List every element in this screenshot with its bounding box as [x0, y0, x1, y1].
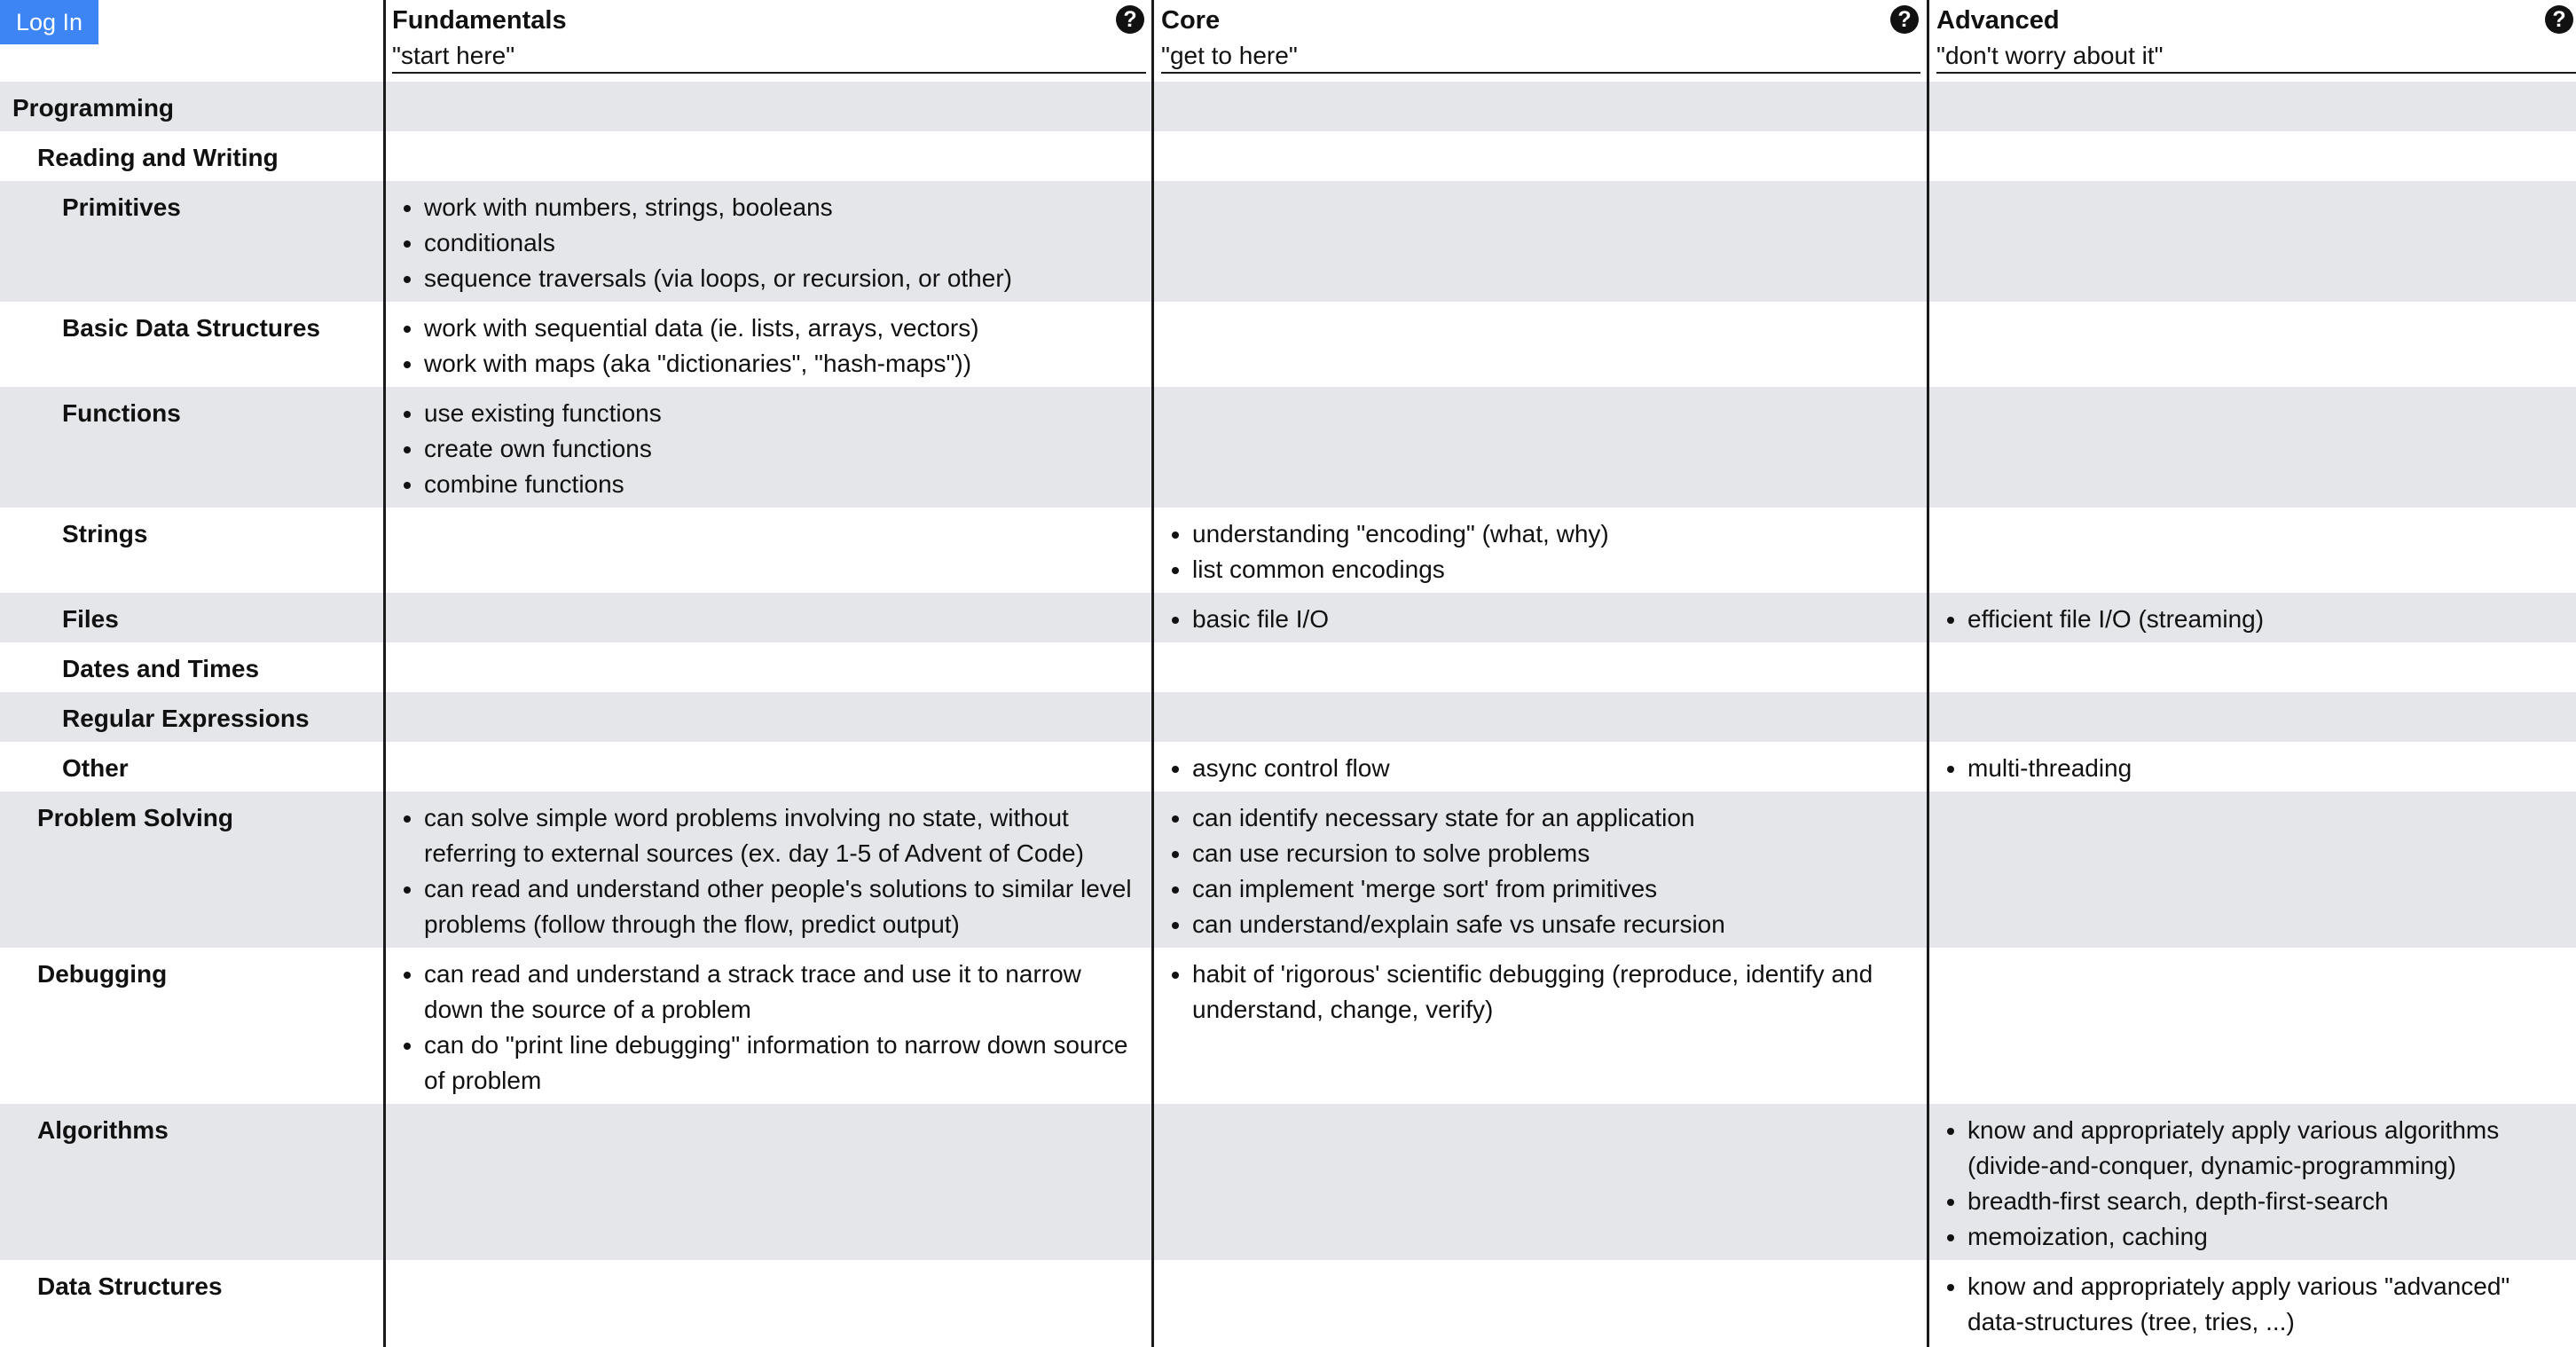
level-title: Fundamentals [392, 6, 567, 35]
table-row [0, 742, 2576, 792]
table-row [0, 508, 2576, 593]
skill-list [1166, 957, 1920, 1028]
table-row [0, 948, 2576, 1104]
level-tagline: "don't worry about it" [1936, 42, 2164, 69]
skill-cell-core [1166, 602, 1920, 637]
row-label: Programming [12, 94, 175, 122]
skill-list [397, 311, 1134, 382]
skill-cell-fundamentals [397, 957, 1134, 1099]
level-header-fundamentals [392, 0, 1146, 75]
question-circle-icon[interactable]: ? [1116, 5, 1144, 34]
skill-cell-fundamentals [397, 190, 1134, 296]
list-item: • create own functions [424, 431, 1134, 467]
skill-list [1166, 800, 1920, 942]
header-divider [1936, 72, 2576, 74]
skill-list [1941, 1113, 2562, 1255]
list-item: • can implement 'merge sort' from primitives [1192, 871, 1920, 907]
row-label: Debugging [37, 960, 168, 988]
skill-list [1941, 1269, 2562, 1340]
skill-cell-core [1166, 516, 1920, 587]
row-label: Algorithms [37, 1116, 169, 1144]
level-title: Core [1161, 6, 1221, 35]
list-item: • habit of 'rigorous' scientific debugging (reproduce, identify and understand, change, verify) [1192, 957, 1920, 1028]
skill-cell-fundamentals [397, 800, 1134, 942]
skill-cell-advanced [1941, 751, 2562, 786]
list-item: • work with maps (aka "dictionaries", "hash-maps")) [424, 346, 1134, 382]
list-item: • multi-threading [1967, 751, 2562, 786]
table-row [0, 1260, 2576, 1345]
row-label: Basic Data Structures [62, 314, 321, 342]
list-item: • can understand/explain safe vs unsafe recursion [1192, 907, 1920, 942]
skill-cell-advanced [1941, 602, 2562, 637]
skill-list [1941, 751, 2562, 786]
list-item: • async control flow [1192, 751, 1920, 786]
list-item: • breadth-first search, depth-first-search [1967, 1184, 2562, 1219]
table-row [0, 692, 2576, 742]
row-label: Dates and Times [62, 655, 260, 682]
question-circle-icon[interactable]: ? [2545, 5, 2573, 34]
table-row [0, 82, 2576, 131]
list-item: • conditionals [424, 225, 1134, 261]
header-divider [1161, 72, 1920, 74]
table-row [0, 387, 2576, 508]
table-row [0, 642, 2576, 692]
header-divider [392, 72, 1146, 74]
list-item: • can use recursion to solve problems [1192, 836, 1920, 871]
skill-list [397, 957, 1134, 1099]
list-item: • use existing functions [424, 396, 1134, 431]
row-label: Other [62, 754, 129, 782]
list-item: • know and appropriately apply various "advanced" data-structures (tree, tries, ...) [1967, 1269, 2562, 1340]
level-header-advanced [1936, 0, 2576, 75]
list-item: • can read and understand a strack trace and use it to narrow down the source of a problem [424, 957, 1134, 1028]
list-item: • list common encodings [1192, 552, 1920, 587]
row-label: Reading and Writing [37, 144, 279, 171]
list-item: • combine functions [424, 467, 1134, 502]
skill-list [1166, 602, 1920, 637]
level-title: Advanced [1936, 6, 2060, 35]
skill-cell-advanced [1941, 1113, 2562, 1255]
skill-list [397, 190, 1134, 296]
list-item: • basic file I/O [1192, 602, 1920, 637]
list-item: • efficient file I/O (streaming) [1967, 602, 2562, 637]
row-label: Primitives [62, 193, 181, 221]
table-row [0, 593, 2576, 642]
row-label: Files [62, 605, 119, 633]
skill-list [397, 800, 1134, 942]
table-row [0, 181, 2576, 302]
list-item: • understanding "encoding" (what, why) [1192, 516, 1920, 552]
skill-list [397, 396, 1134, 502]
table-row [0, 131, 2576, 181]
list-item: • can do "print line debugging" information to narrow down source of problem [424, 1028, 1134, 1099]
question-circle-icon[interactable]: ? [1890, 5, 1919, 34]
list-item: • sequence traversals (via loops, or recursion, or other) [424, 261, 1134, 296]
list-item: • can solve simple word problems involving no state, without referring to external sources (ex. day 1-5 of Advent of Code) [424, 800, 1134, 871]
row-label: Strings [62, 520, 148, 547]
skill-cell-advanced [1941, 1269, 2562, 1340]
list-item: • can identify necessary state for an application [1192, 800, 1920, 836]
table-row [0, 792, 2576, 948]
skill-cell-core [1166, 751, 1920, 786]
table-row [0, 1104, 2576, 1260]
row-label: Problem Solving [37, 804, 233, 831]
list-item: • work with sequential data (ie. lists, arrays, vectors) [424, 311, 1134, 346]
row-label: Data Structures [37, 1272, 223, 1300]
column-divider [383, 0, 386, 1347]
table-row [0, 302, 2576, 387]
list-item: • work with numbers, strings, booleans [424, 190, 1134, 225]
row-label: Regular Expressions [62, 705, 310, 732]
level-tagline: "get to here" [1161, 42, 1298, 69]
skill-cell-core [1166, 957, 1920, 1028]
skill-list [1166, 751, 1920, 786]
skill-list [1941, 602, 2562, 637]
skill-list [1166, 516, 1920, 587]
skill-cell-core [1166, 800, 1920, 942]
column-divider [1151, 0, 1154, 1347]
list-item: • memoization, caching [1967, 1219, 2562, 1255]
list-item: • know and appropriately apply various algorithms (divide-and-conquer, dynamic-programming) [1967, 1113, 2562, 1184]
login-button[interactable]: Log In [0, 0, 98, 44]
row-label: Functions [62, 399, 181, 427]
skill-cell-fundamentals [397, 311, 1134, 382]
skill-cell-fundamentals [397, 396, 1134, 502]
column-divider [1927, 0, 1929, 1347]
list-item: • can read and understand other people's solutions to similar level problems (follow through the flow, predict output) [424, 871, 1134, 942]
level-header-core [1161, 0, 1920, 75]
level-tagline: "start here" [392, 42, 515, 69]
